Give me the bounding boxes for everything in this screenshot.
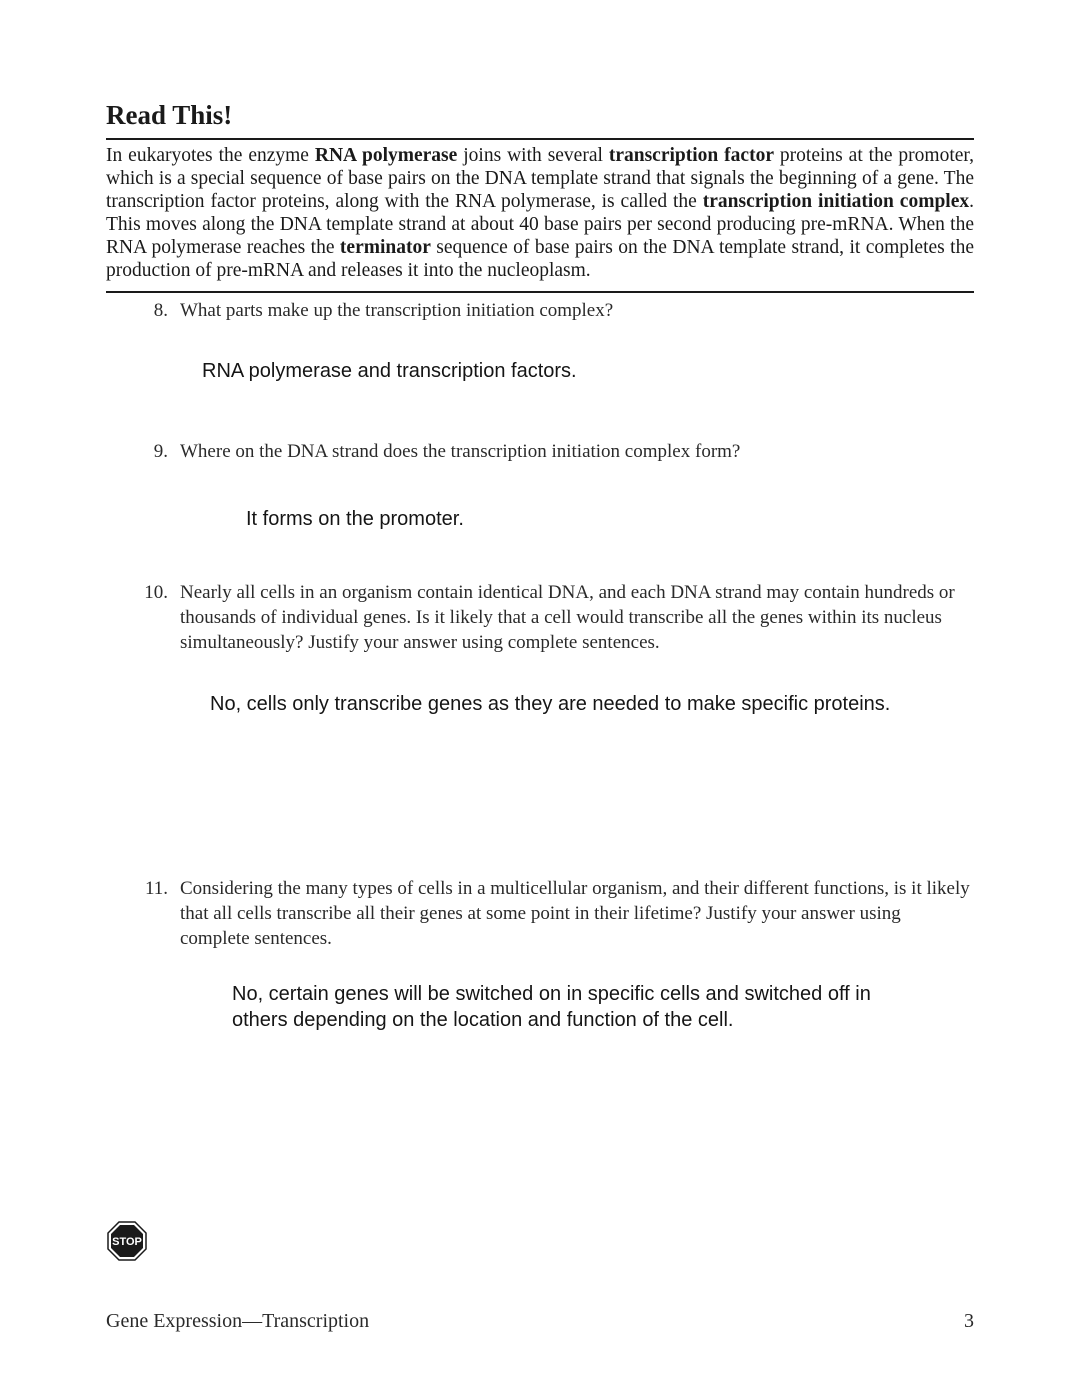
answer-9: It forms on the promoter. [246,508,464,530]
footer-title: Gene Expression—Transcription [106,1310,370,1332]
answer-8: RNA polymerase and transcription factors. [202,360,577,382]
intro-text-1: In eukaryotes the enzyme [106,145,315,166]
answer-11: No, certain genes will be switched on in specific cells and switched off in others depending on the location and function of the cell. [232,983,871,1031]
intro-text-3: proteins at the promoter, which is a special sequence of base pairs on the DNA template strand that signals the beginning of a gene. The transcription factor proteins, along with the RNA polymerase, is called the [106,145,974,212]
question-text: Considering the many types of cells in a multicellular organism, and their different functions, is it likely that all cells transcribe all their genes at some point in their lifetime? Justify your answer using complete sentences. [180,878,970,949]
term-transcription-factor: transcription factor [608,145,774,166]
question-text: Where on the DNA strand does the transcription initiation complex form? [180,441,741,462]
top-rule [106,138,974,140]
bottom-rule [106,291,974,293]
intro-text-4: . This moves along the DNA template strand at about 40 base pairs per second producing pre-mRNA. When the RNA polymerase reaches the [106,191,974,258]
term-terminator: terminator [339,237,431,258]
term-rna-polymerase: RNA polymerase [314,145,458,166]
term-transcription-initiation-complex: transcription initiation complex [702,191,970,212]
question-number: 10. [144,582,168,603]
question-number: 11. [144,878,168,899]
answer-10: No, cells only transcribe genes as they are needed to make specific proteins. [210,693,891,715]
intro-paragraph [106,144,974,282]
section-heading: Read This! [106,100,233,130]
question-number: 9. [153,441,168,462]
page-number: 3 [964,1310,974,1332]
stop-sign-label: STOP [112,1236,142,1248]
question-number: 8. [153,300,168,321]
intro-text-2: joins with several [457,145,609,166]
question-text: What parts make up the transcription initiation complex? [180,300,614,321]
question-text: Nearly all cells in an organism contain identical DNA, and each DNA strand may contain hundreds or thousands of individual genes. Is it likely that a cell would transcribe all the genes within its nucleus simultaneously? Justify your answer using complete sentences. [180,582,955,653]
stop-sign-icon [107,1221,147,1261]
intro-text-5: sequence of base pairs on the DNA template strand, it completes the production of pre-mRNA and releases it into the nucleoplasm. [106,237,974,281]
